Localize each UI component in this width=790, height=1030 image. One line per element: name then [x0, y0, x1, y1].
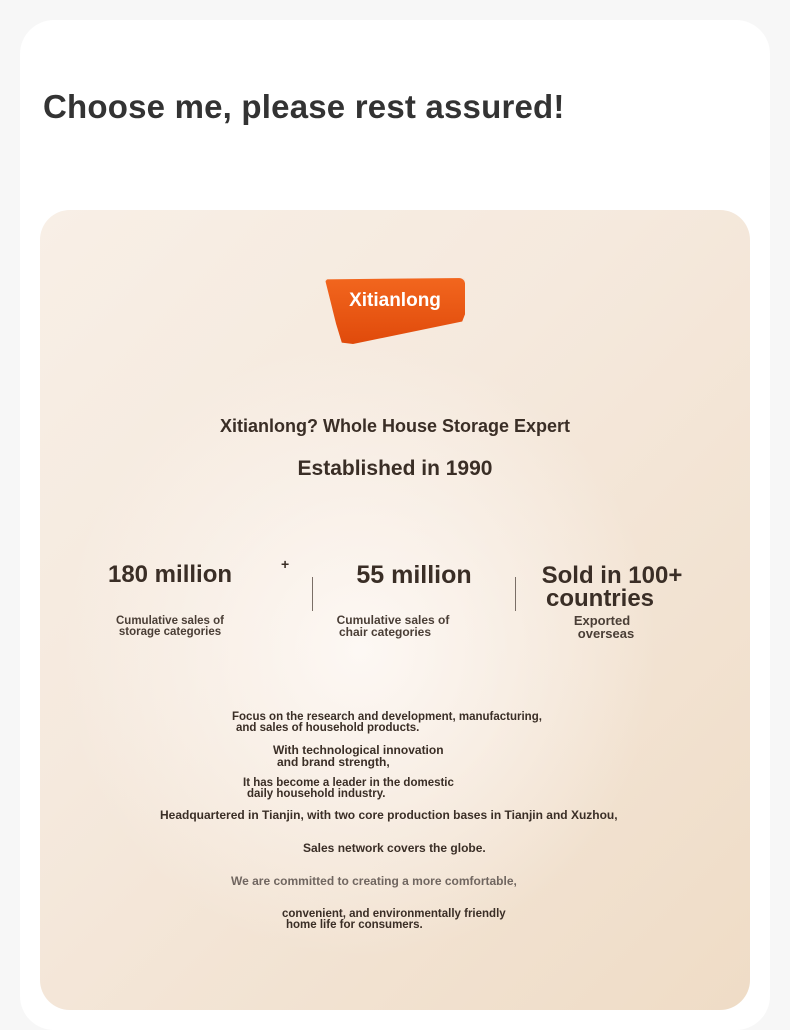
stat-chair-sales-value: 55 million: [356, 561, 472, 589]
description-line: and sales of household products.: [236, 722, 420, 734]
stat-storage-sales-label-line2: storage categories: [118, 626, 222, 638]
description-line: Headquartered in Tianjin, with two core production bases in Tianjin and Xuzhou,: [160, 808, 618, 822]
stat-countries-label-line2: overseas: [577, 626, 635, 641]
established-year: Established in 1990: [297, 457, 493, 480]
page-title: Choose me, please rest assured!: [43, 88, 565, 125]
description-line: Focus on the research and development, manufacturing,: [232, 711, 542, 723]
company-info-panel: [40, 210, 750, 1010]
stat-chair-sales-label-line2: chair categories: [338, 625, 432, 639]
description-line: daily household industry.: [247, 788, 386, 800]
description-line: It has become a leader in the domestic: [243, 777, 454, 789]
description-line: With technological innovation: [273, 743, 444, 757]
plus-icon: +: [281, 556, 290, 572]
company-tagline: Xitianlong? Whole House Storage Expert: [219, 416, 571, 436]
stat-storage-sales-value: 180 million: [107, 561, 233, 588]
stat-countries-value-line2: countries: [545, 585, 655, 612]
stat-storage-sales-label-line1: Cumulative sales of: [115, 615, 224, 627]
description-line: convenient, and environmentally friendly: [282, 908, 506, 920]
description-line: Sales network covers the globe.: [303, 841, 486, 855]
description-line: We are committed to creating a more comfortable,: [231, 874, 517, 888]
stat-countries-label-line1: Exported: [573, 613, 631, 628]
stat-divider: [515, 577, 516, 611]
stat-countries-value-line1: Sold in 100+: [541, 562, 683, 589]
stat-chair-sales-label-line1: Cumulative sales of: [336, 613, 450, 627]
description-line: home life for consumers.: [286, 919, 423, 931]
brand-logo-text: Xitianlong: [349, 290, 441, 311]
description-line: and brand strength,: [277, 755, 390, 769]
stat-divider: [312, 577, 313, 611]
